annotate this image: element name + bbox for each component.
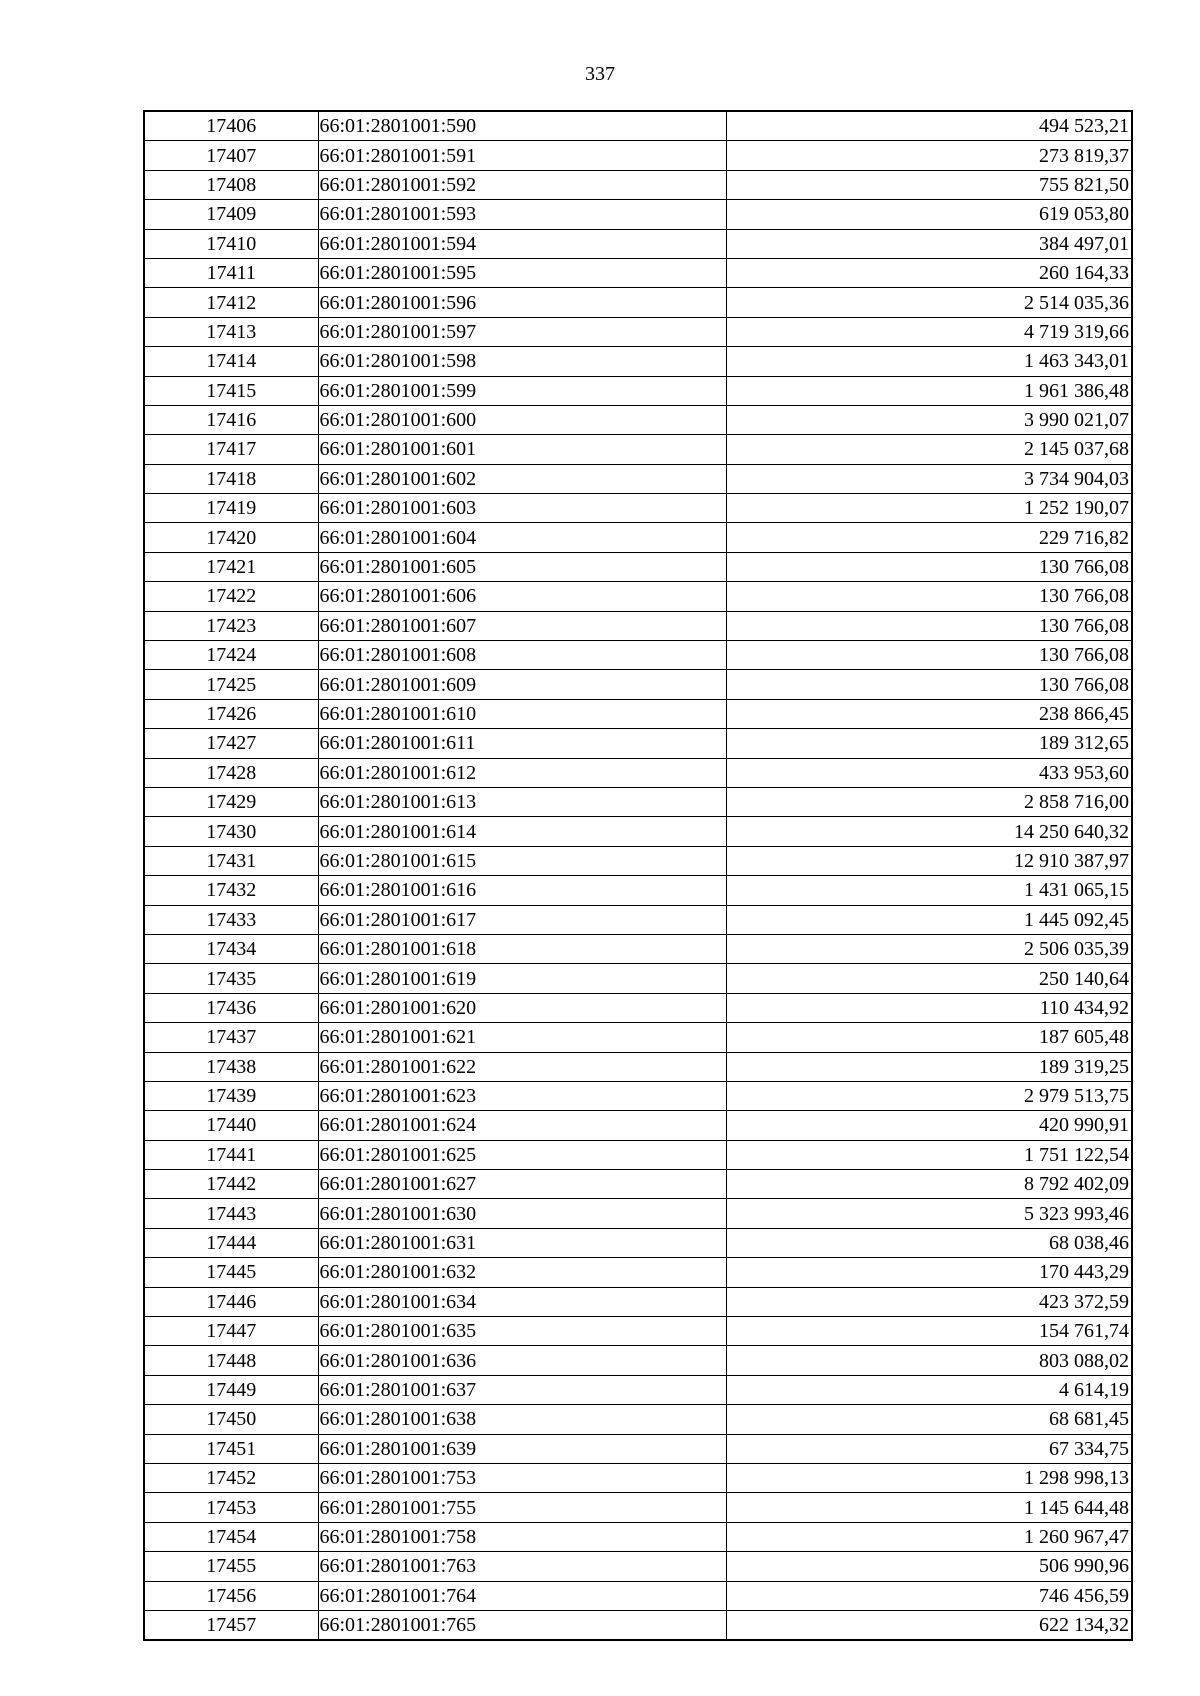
row-number: 17410 — [144, 229, 318, 258]
cadastral-value: 229 716,82 — [726, 523, 1132, 552]
row-number: 17428 — [144, 758, 318, 787]
row-number: 17435 — [144, 964, 318, 993]
cadastral-number: 66:01:2801001:598 — [318, 347, 726, 376]
row-number: 17407 — [144, 141, 318, 170]
cadastral-value: 67 334,75 — [726, 1434, 1132, 1463]
cadastral-value: 4 614,19 — [726, 1375, 1132, 1404]
table-row — [144, 494, 1132, 523]
cadastral-value: 154 761,74 — [726, 1317, 1132, 1346]
cadastral-value: 433 953,60 — [726, 758, 1132, 787]
cadastral-value: 68 681,45 — [726, 1405, 1132, 1434]
table-row — [144, 288, 1132, 317]
row-number: 17424 — [144, 641, 318, 670]
cadastral-number: 66:01:2801001:614 — [318, 817, 726, 846]
table-row — [144, 699, 1132, 728]
cadastral-number: 66:01:2801001:612 — [318, 758, 726, 787]
cadastral-number: 66:01:2801001:758 — [318, 1522, 726, 1551]
cadastral-number: 66:01:2801001:594 — [318, 229, 726, 258]
cadastral-value: 250 140,64 — [726, 964, 1132, 993]
row-number: 17447 — [144, 1317, 318, 1346]
row-number: 17456 — [144, 1581, 318, 1610]
cadastral-number: 66:01:2801001:623 — [318, 1081, 726, 1110]
table-row — [144, 111, 1132, 141]
cadastral-number: 66:01:2801001:635 — [318, 1317, 726, 1346]
table-row — [144, 1111, 1132, 1140]
table-row — [144, 1081, 1132, 1110]
cadastral-value: 238 866,45 — [726, 699, 1132, 728]
cadastral-number: 66:01:2801001:753 — [318, 1463, 726, 1492]
table-row — [144, 405, 1132, 434]
table-row — [144, 1228, 1132, 1257]
cadastral-number: 66:01:2801001:638 — [318, 1405, 726, 1434]
table-row — [144, 876, 1132, 905]
row-number: 17449 — [144, 1375, 318, 1404]
row-number: 17408 — [144, 170, 318, 199]
row-number: 17430 — [144, 817, 318, 846]
table-row — [144, 258, 1132, 287]
cadastral-number: 66:01:2801001:631 — [318, 1228, 726, 1257]
cadastral-number: 66:01:2801001:610 — [318, 699, 726, 728]
cadastral-value-table — [143, 110, 1133, 1641]
row-number: 17451 — [144, 1434, 318, 1463]
row-number: 17452 — [144, 1463, 318, 1492]
cadastral-value: 3 734 904,03 — [726, 464, 1132, 493]
cadastral-value: 423 372,59 — [726, 1287, 1132, 1316]
row-number: 17413 — [144, 317, 318, 346]
row-number: 17455 — [144, 1552, 318, 1581]
table-row — [144, 641, 1132, 670]
row-number: 17448 — [144, 1346, 318, 1375]
cadastral-number: 66:01:2801001:637 — [318, 1375, 726, 1404]
cadastral-value: 260 164,33 — [726, 258, 1132, 287]
cadastral-number: 66:01:2801001:622 — [318, 1052, 726, 1081]
cadastral-value: 4 719 319,66 — [726, 317, 1132, 346]
cadastral-number: 66:01:2801001:624 — [318, 1111, 726, 1140]
row-number: 17415 — [144, 376, 318, 405]
cadastral-value: 8 792 402,09 — [726, 1170, 1132, 1199]
cadastral-value: 5 323 993,46 — [726, 1199, 1132, 1228]
row-number: 17417 — [144, 435, 318, 464]
row-number: 17414 — [144, 347, 318, 376]
cadastral-value: 189 319,25 — [726, 1052, 1132, 1081]
cadastral-value: 803 088,02 — [726, 1346, 1132, 1375]
row-number: 17411 — [144, 258, 318, 287]
table-row — [144, 376, 1132, 405]
cadastral-value: 619 053,80 — [726, 200, 1132, 229]
cadastral-number: 66:01:2801001:597 — [318, 317, 726, 346]
table-row — [144, 1258, 1132, 1287]
cadastral-number: 66:01:2801001:634 — [318, 1287, 726, 1316]
cadastral-number: 66:01:2801001:606 — [318, 582, 726, 611]
cadastral-number: 66:01:2801001:611 — [318, 729, 726, 758]
table-row — [144, 141, 1132, 170]
cadastral-number: 66:01:2801001:595 — [318, 258, 726, 287]
table-row — [144, 1463, 1132, 1492]
cadastral-value: 2 514 035,36 — [726, 288, 1132, 317]
table-body — [144, 111, 1132, 1640]
table-row — [144, 1023, 1132, 1052]
cadastral-value: 1 252 190,07 — [726, 494, 1132, 523]
table-row — [144, 435, 1132, 464]
table-row — [144, 1346, 1132, 1375]
table-row — [144, 1287, 1132, 1316]
table-row — [144, 1434, 1132, 1463]
table-row — [144, 964, 1132, 993]
cadastral-value: 187 605,48 — [726, 1023, 1132, 1052]
table-row — [144, 817, 1132, 846]
cadastral-value: 130 766,08 — [726, 552, 1132, 581]
cadastral-value: 2 145 037,68 — [726, 435, 1132, 464]
row-number: 17443 — [144, 1199, 318, 1228]
cadastral-number: 66:01:2801001:603 — [318, 494, 726, 523]
cadastral-number: 66:01:2801001:602 — [318, 464, 726, 493]
cadastral-number: 66:01:2801001:764 — [318, 1581, 726, 1610]
row-number: 17446 — [144, 1287, 318, 1316]
row-number: 17436 — [144, 993, 318, 1022]
cadastral-number: 66:01:2801001:755 — [318, 1493, 726, 1522]
table-row — [144, 1375, 1132, 1404]
cadastral-number: 66:01:2801001:591 — [318, 141, 726, 170]
table-row — [144, 464, 1132, 493]
cadastral-number: 66:01:2801001:613 — [318, 787, 726, 816]
table-row — [144, 1199, 1132, 1228]
row-number: 17454 — [144, 1522, 318, 1551]
cadastral-value: 273 819,37 — [726, 141, 1132, 170]
table-row — [144, 523, 1132, 552]
cadastral-number: 66:01:2801001:607 — [318, 611, 726, 640]
row-number: 17431 — [144, 846, 318, 875]
table-row — [144, 582, 1132, 611]
row-number: 17453 — [144, 1493, 318, 1522]
cadastral-value: 12 910 387,97 — [726, 846, 1132, 875]
row-number: 17438 — [144, 1052, 318, 1081]
cadastral-number: 66:01:2801001:639 — [318, 1434, 726, 1463]
row-number: 17423 — [144, 611, 318, 640]
cadastral-number: 66:01:2801001:630 — [318, 1199, 726, 1228]
cadastral-number: 66:01:2801001:596 — [318, 288, 726, 317]
cadastral-number: 66:01:2801001:616 — [318, 876, 726, 905]
cadastral-number: 66:01:2801001:605 — [318, 552, 726, 581]
cadastral-number: 66:01:2801001:599 — [318, 376, 726, 405]
row-number: 17419 — [144, 494, 318, 523]
row-number: 17420 — [144, 523, 318, 552]
table-row — [144, 1552, 1132, 1581]
cadastral-number: 66:01:2801001:621 — [318, 1023, 726, 1052]
row-number: 17427 — [144, 729, 318, 758]
cadastral-number: 66:01:2801001:625 — [318, 1140, 726, 1169]
table-row — [144, 317, 1132, 346]
cadastral-value: 170 443,29 — [726, 1258, 1132, 1287]
cadastral-value: 1 145 644,48 — [726, 1493, 1132, 1522]
table-row — [144, 934, 1132, 963]
cadastral-value: 130 766,08 — [726, 641, 1132, 670]
cadastral-value: 1 751 122,54 — [726, 1140, 1132, 1169]
cadastral-value: 130 766,08 — [726, 670, 1132, 699]
row-number: 17433 — [144, 905, 318, 934]
cadastral-value: 746 456,59 — [726, 1581, 1132, 1610]
table-row — [144, 1405, 1132, 1434]
cadastral-number: 66:01:2801001:632 — [318, 1258, 726, 1287]
row-number: 17429 — [144, 787, 318, 816]
cadastral-value: 1 961 386,48 — [726, 376, 1132, 405]
row-number: 17457 — [144, 1610, 318, 1640]
cadastral-value: 130 766,08 — [726, 611, 1132, 640]
row-number: 17445 — [144, 1258, 318, 1287]
cadastral-number: 66:01:2801001:627 — [318, 1170, 726, 1199]
cadastral-value: 68 038,46 — [726, 1228, 1132, 1257]
table-row — [144, 670, 1132, 699]
table-row — [144, 1522, 1132, 1551]
row-number: 17439 — [144, 1081, 318, 1110]
table-row — [144, 1140, 1132, 1169]
row-number: 17409 — [144, 200, 318, 229]
cadastral-value: 1 445 092,45 — [726, 905, 1132, 934]
cadastral-number: 66:01:2801001:617 — [318, 905, 726, 934]
page-number: 337 — [585, 63, 615, 85]
cadastral-value: 14 250 640,32 — [726, 817, 1132, 846]
table-row — [144, 729, 1132, 758]
table-row — [144, 611, 1132, 640]
row-number: 17444 — [144, 1228, 318, 1257]
cadastral-value: 130 766,08 — [726, 582, 1132, 611]
cadastral-value: 420 990,91 — [726, 1111, 1132, 1140]
row-number: 17412 — [144, 288, 318, 317]
cadastral-number: 66:01:2801001:608 — [318, 641, 726, 670]
row-number: 17437 — [144, 1023, 318, 1052]
cadastral-value: 2 858 716,00 — [726, 787, 1132, 816]
row-number: 17406 — [144, 111, 318, 141]
table-row — [144, 1610, 1132, 1640]
row-number: 17425 — [144, 670, 318, 699]
cadastral-number: 66:01:2801001:636 — [318, 1346, 726, 1375]
cadastral-value: 1 463 343,01 — [726, 347, 1132, 376]
cadastral-number: 66:01:2801001:765 — [318, 1610, 726, 1640]
cadastral-number: 66:01:2801001:618 — [318, 934, 726, 963]
cadastral-number: 66:01:2801001:593 — [318, 200, 726, 229]
table-row — [144, 552, 1132, 581]
cadastral-number: 66:01:2801001:620 — [318, 993, 726, 1022]
row-number: 17421 — [144, 552, 318, 581]
row-number: 17426 — [144, 699, 318, 728]
cadastral-value: 622 134,32 — [726, 1610, 1132, 1640]
cadastral-value: 189 312,65 — [726, 729, 1132, 758]
table-row — [144, 170, 1132, 199]
row-number: 17418 — [144, 464, 318, 493]
row-number: 17416 — [144, 405, 318, 434]
cadastral-value: 110 434,92 — [726, 993, 1132, 1022]
table-row — [144, 1317, 1132, 1346]
cadastral-number: 66:01:2801001:592 — [318, 170, 726, 199]
table-row — [144, 347, 1132, 376]
cadastral-number: 66:01:2801001:763 — [318, 1552, 726, 1581]
cadastral-value: 494 523,21 — [726, 111, 1132, 141]
row-number: 17422 — [144, 582, 318, 611]
table-row — [144, 905, 1132, 934]
cadastral-value: 1 431 065,15 — [726, 876, 1132, 905]
cadastral-number: 66:01:2801001:615 — [318, 846, 726, 875]
table-row — [144, 993, 1132, 1022]
row-number: 17440 — [144, 1111, 318, 1140]
table-row — [144, 1170, 1132, 1199]
table-row — [144, 200, 1132, 229]
cadastral-number: 66:01:2801001:590 — [318, 111, 726, 141]
cadastral-number: 66:01:2801001:601 — [318, 435, 726, 464]
cadastral-number: 66:01:2801001:619 — [318, 964, 726, 993]
table-row — [144, 229, 1132, 258]
table-row — [144, 758, 1132, 787]
cadastral-value: 2 979 513,75 — [726, 1081, 1132, 1110]
table-row — [144, 846, 1132, 875]
row-number: 17450 — [144, 1405, 318, 1434]
row-number: 17442 — [144, 1170, 318, 1199]
cadastral-value: 755 821,50 — [726, 170, 1132, 199]
cadastral-number: 66:01:2801001:609 — [318, 670, 726, 699]
row-number: 17432 — [144, 876, 318, 905]
cadastral-number: 66:01:2801001:604 — [318, 523, 726, 552]
cadastral-value: 1 298 998,13 — [726, 1463, 1132, 1492]
table-row — [144, 1493, 1132, 1522]
cadastral-value: 506 990,96 — [726, 1552, 1132, 1581]
cadastral-number: 66:01:2801001:600 — [318, 405, 726, 434]
table-row — [144, 1581, 1132, 1610]
cadastral-value: 384 497,01 — [726, 229, 1132, 258]
row-number: 17434 — [144, 934, 318, 963]
cadastral-value: 1 260 967,47 — [726, 1522, 1132, 1551]
cadastral-value: 3 990 021,07 — [726, 405, 1132, 434]
row-number: 17441 — [144, 1140, 318, 1169]
table-row — [144, 787, 1132, 816]
table-row — [144, 1052, 1132, 1081]
cadastral-value: 2 506 035,39 — [726, 934, 1132, 963]
